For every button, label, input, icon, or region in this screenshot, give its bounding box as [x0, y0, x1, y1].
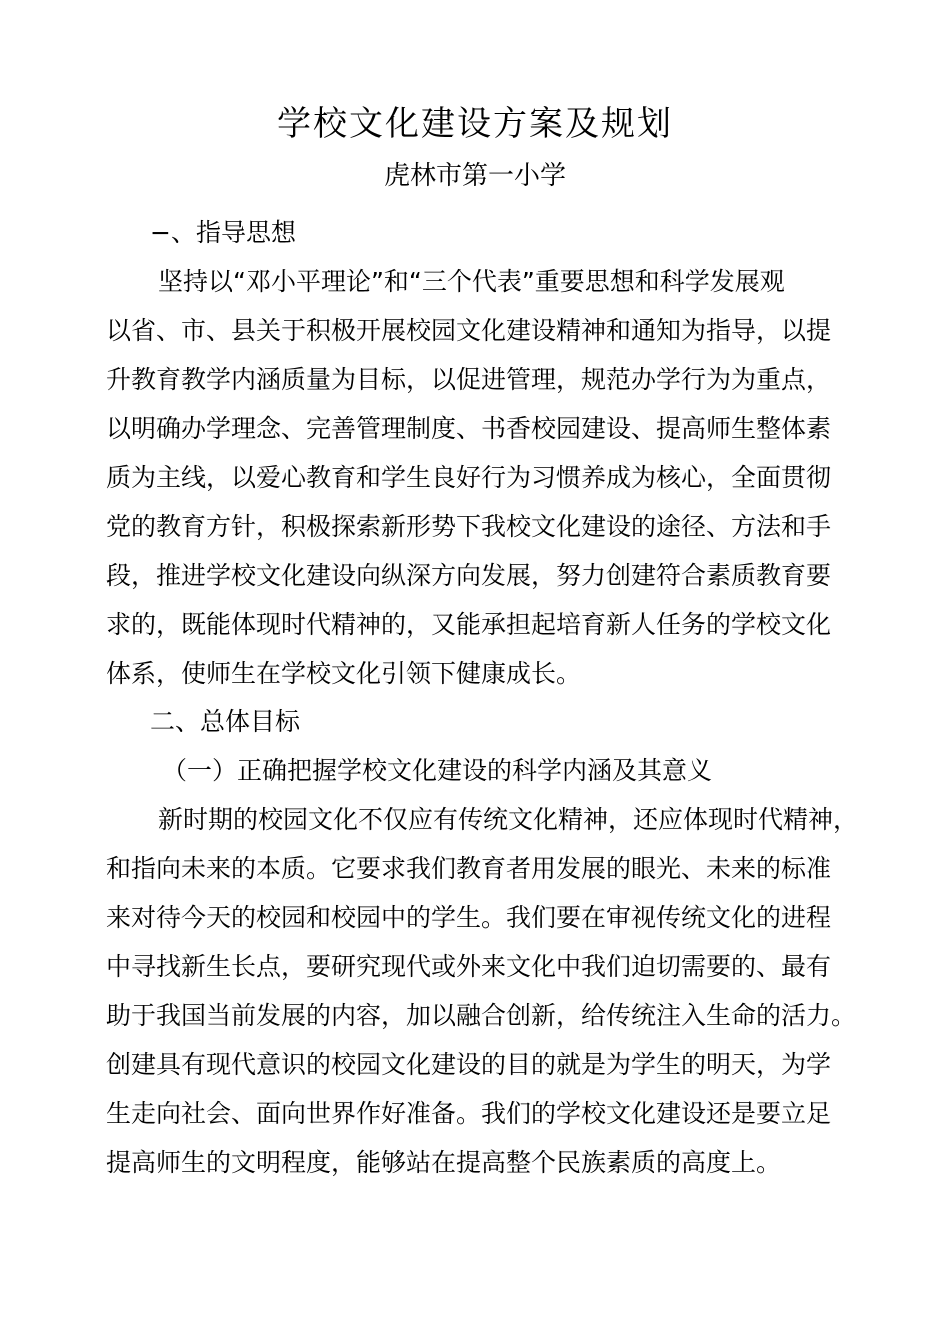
section-heading-overall-goals: 二、总体目标 — [150, 707, 301, 736]
paragraph-line: 提高师生的文明程度，能够站在提高整个民族素质的高度上。 — [106, 1148, 782, 1177]
paragraph-line: 生走向社会、面向世界作好准备。我们的学校文化建设还是要立足 — [106, 1099, 832, 1128]
paragraph-overall-goals — [106, 795, 866, 1187]
paragraph-line: 段，推进学校文化建设向纵深方向发展，努力创建符合素质教育要 — [106, 561, 832, 590]
paragraph-line: 以省、市、县关于积极开展校园文化建设精神和通知为指导，以提 — [106, 316, 832, 345]
paragraph-line: 求的，既能体现时代精神的，又能承担起培育新人任务的学校文化 — [106, 610, 832, 639]
document-title: 学校文化建设方案及规划 — [277, 104, 673, 144]
paragraph-line: 中寻找新生长点，要研究现代或外来文化中我们迫切需要的、最有 — [106, 952, 832, 981]
paragraph-line: 助于我国当前发展的内容，加以融合创新，给传统注入生命的活力。 — [106, 1001, 857, 1030]
paragraph-line: 坚持以“邓小平理论”和“三个代表”重要思想和科学发展观 — [158, 267, 785, 296]
document-subtitle: 虎林市第一小学 — [383, 161, 566, 191]
section-heading-guiding-ideology: −、指导思想 — [150, 218, 296, 247]
paragraph-line: 升教育教学内涵质量为目标，以促进管理，规范办学行为为重点， — [106, 365, 832, 394]
paragraph-line: 创建具有现代意识的校园文化建设的目的就是为学生的明天，为学 — [106, 1050, 832, 1079]
paragraph-line: 党的教育方针，积极探索新形势下我校文化建设的途径、方法和手 — [106, 512, 832, 541]
paragraph-line: 体系，使师生在学校文化引领下健康成长。 — [106, 659, 582, 688]
paragraph-line: 和指向未来的本质。它要求我们教育者用发展的眼光、未来的标准 — [106, 854, 832, 883]
subsection-heading: （一）正确把握学校文化建设的科学内涵及其意义 — [162, 756, 713, 785]
paragraph-line: 来对待今天的校园和校园中的学生。我们要在审视传统文化的进程 — [106, 903, 832, 932]
paragraph-line: 质为主线，以爱心教育和学生良好行为习惯养成为核心，全面贯彻 — [106, 463, 832, 492]
paragraph-guiding-ideology — [106, 257, 866, 698]
paragraph-line: 以明确办学理念、完善管理制度、书香校园建设、提高师生整体素 — [106, 414, 832, 443]
paragraph-line: 新时期的校园文化不仅应有传统文化精神，还应体现时代精神， — [158, 805, 859, 834]
